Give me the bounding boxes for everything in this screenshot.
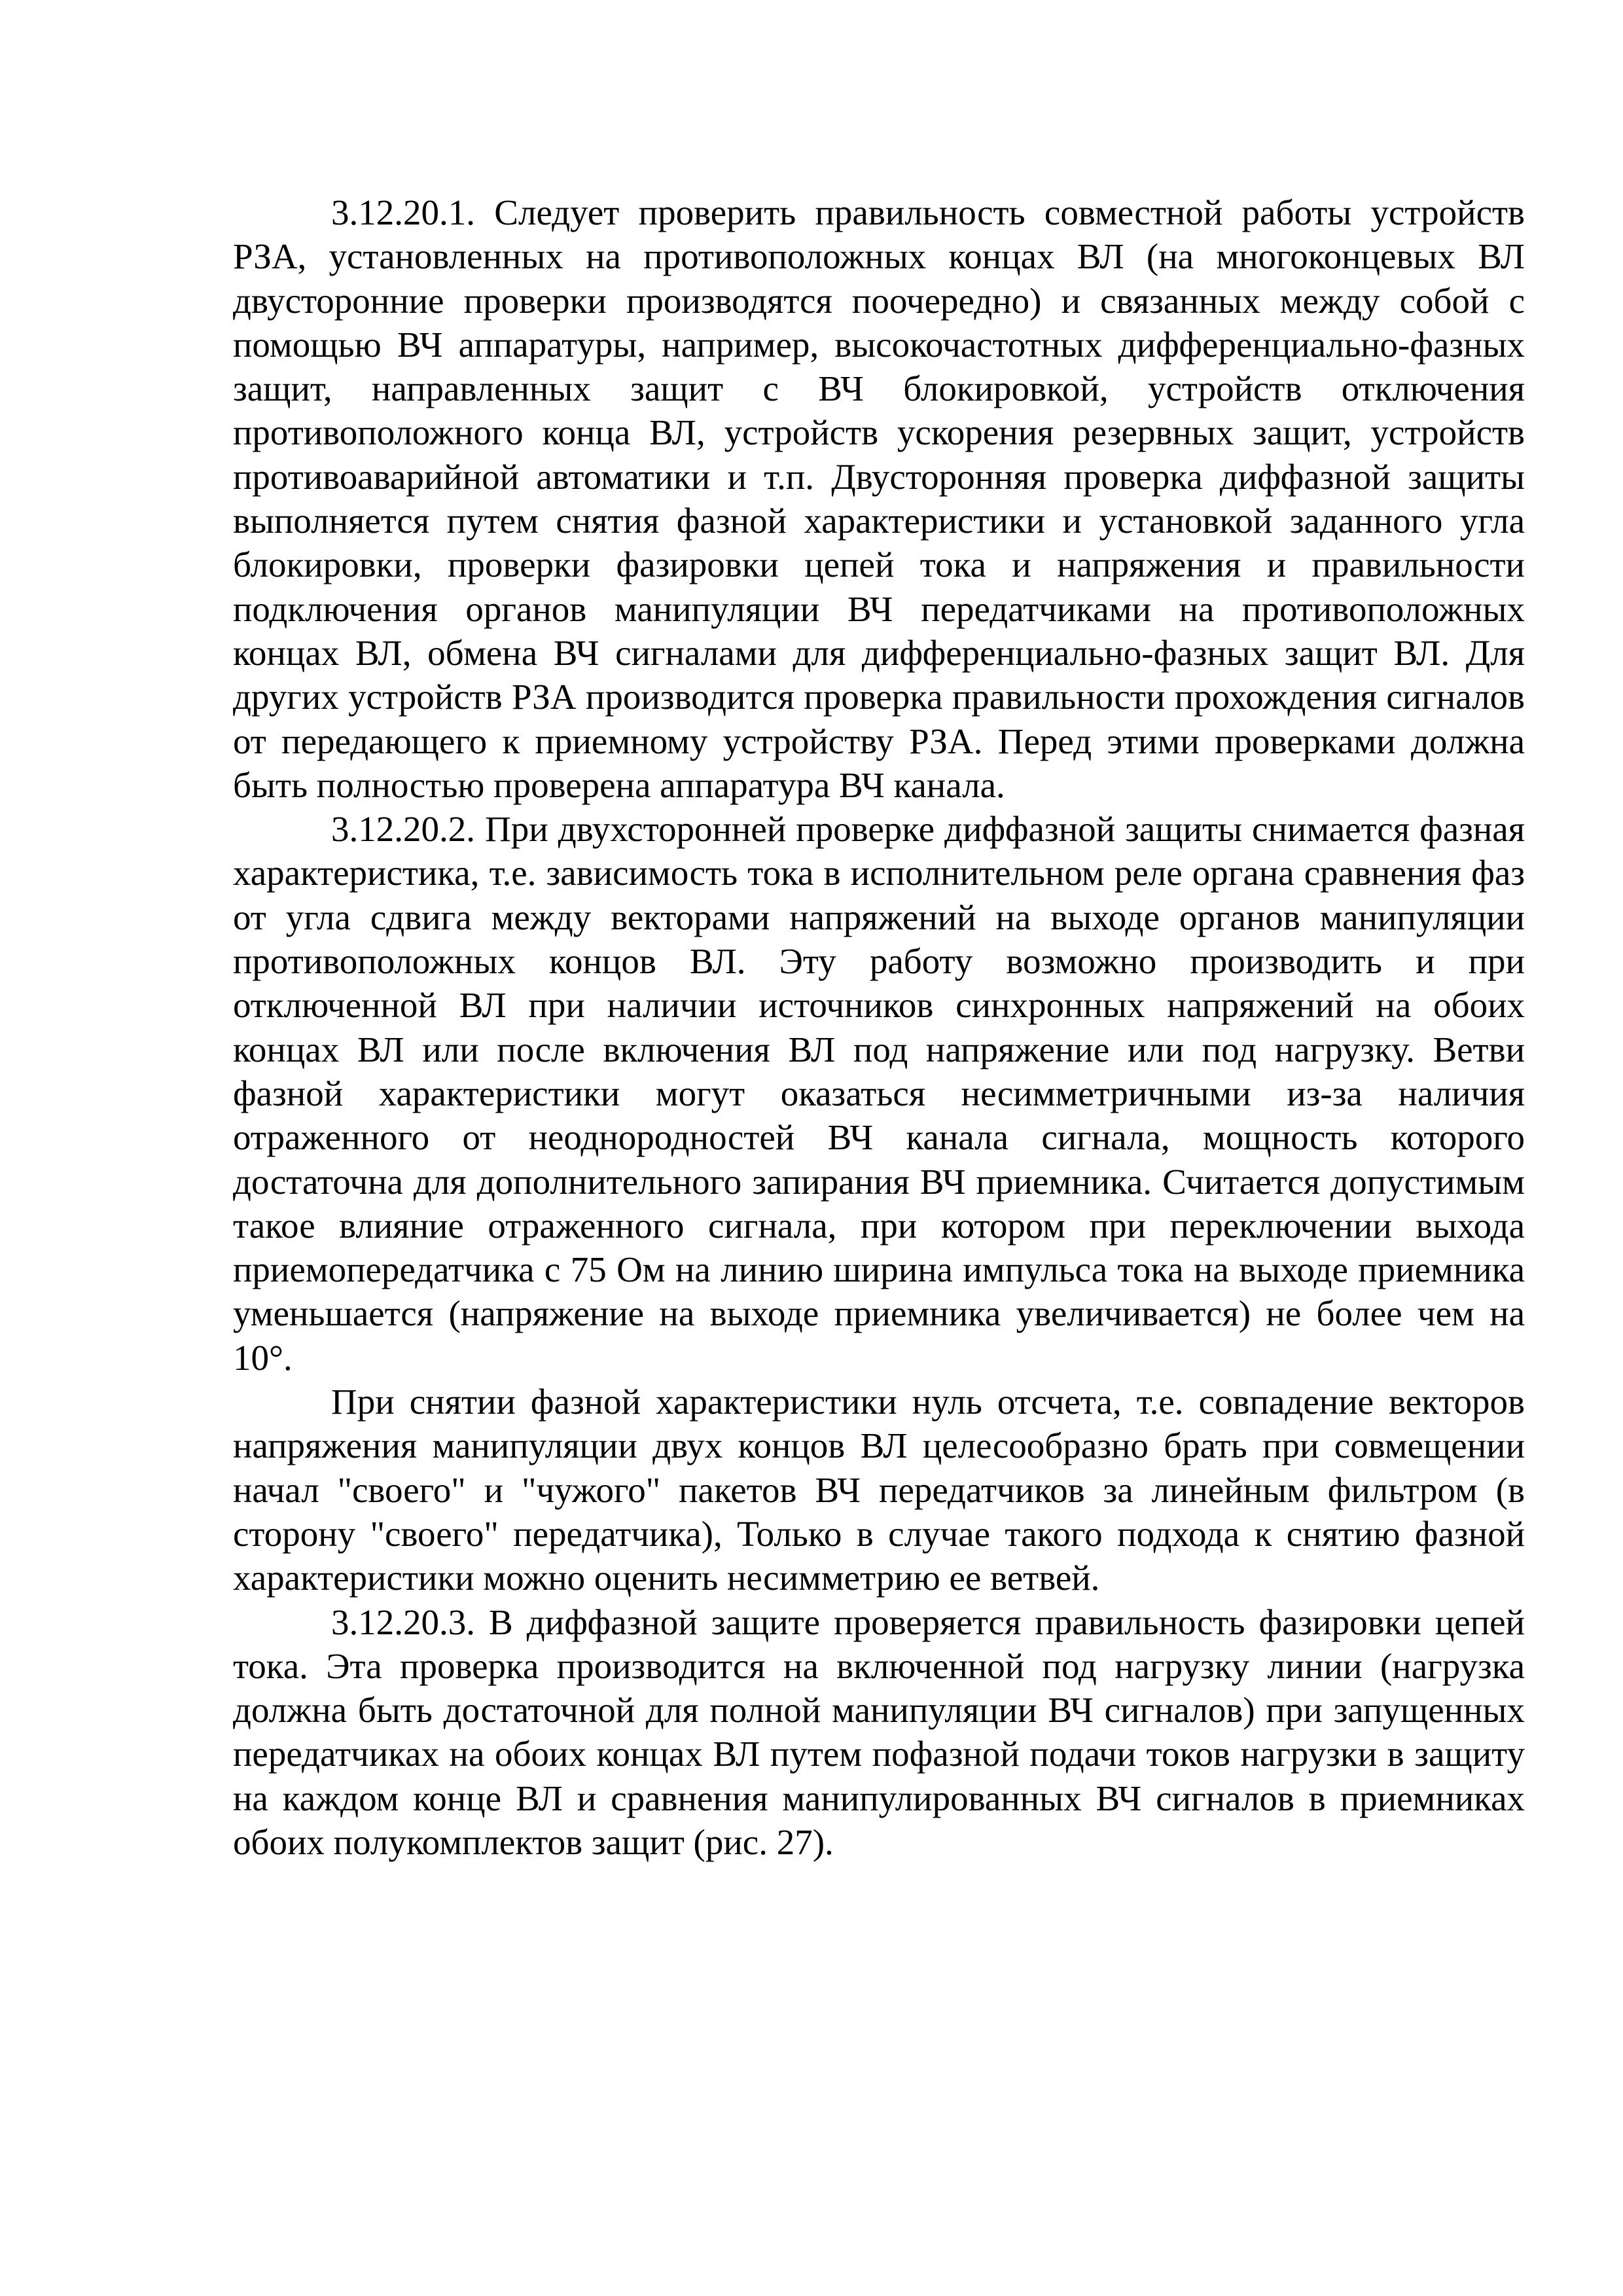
- paragraph-3-12-20-1: 3.12.20.1. Следует проверить правильность совместной работы устройств РЗА, установленных на противоположных концах ВЛ (на многоконцевых ВЛ двусторонние проверки производятся поочередно) и связанных между собой с помощью ВЧ аппаратуры, например, высокочастотных дифференциально-фазных защит, направленных защит с ВЧ блокировкой, устройств отключения противоположного конца ВЛ, устройств ускорения резервных защит, устройств противоаварийной автоматики и т.п. Двусторонняя проверка диффазной защиты выполняется путем снятия фазной характеристики и установкой заданного угла блокировки, проверки фазировки цепей тока и напряжения и правильности подключения органов манипуляции ВЧ передатчиками на противоположных концах ВЛ, обмена ВЧ сигналами для дифференциально-фазных защит ВЛ. Для других устройств РЗА производится проверка правильности прохождения сигналов от передающего к приемному устройству РЗА. Перед этими проверками должна быть полностью проверена аппаратура ВЧ канала.: [233, 192, 1525, 805]
- paragraph-3-12-20-3: 3.12.20.3. В диффазной защите проверяется правильность фазировки цепей тока. Эта проверка производится на включенной под нагрузку линии (нагрузка должна быть достаточной для полной манипуляции ВЧ сигналов) при запущенных передатчиках на обоих концах ВЛ путем пофазной подачи токов нагрузки в защиту на каждом конце ВЛ и сравнения манипулированных ВЧ сигналов в приемниках обоих полукомплектов защит (рис. 27).: [233, 1602, 1525, 1862]
- body-text: [233, 190, 1525, 1864]
- paragraph-3-12-20-2: 3.12.20.2. При двухсторонней проверке диффазной защиты снимается фазная характеристика, т.е. зависимость тока в исполнительном реле органа сравнения фаз от угла сдвига между векторами напряжений на выходе органов манипуляции противоположных концов ВЛ. Эту работу возможно производить и при отключенной ВЛ при наличии источников синхронных напряжений на обоих концах ВЛ или после включения ВЛ под напряжение или под нагрузку. Ветви фазной характеристики могут оказаться несимметричными из-за наличия отраженного от неоднородностей ВЧ канала сигнала, мощность которого достаточна для дополнительного запирания ВЧ приемника. Считается допустимым такое влияние отраженного сигнала, при котором при переключении выхода приемопередатчика с 75 Ом на линию ширина импульса тока на выходе приемника уменьшается (напряжение на выходе приемника увеличивается) не более чем на 10°.: [233, 809, 1525, 1378]
- paragraph-phase-characteristic-zero: При снятии фазной характеристики нуль отсчета, т.е. совпадение векторов напряжения манипуляции двух концов ВЛ целесообразно брать при совмещении начал "своего" и "чужого" пакетов ВЧ передатчиков за линейным фильтром (в сторону "своего" передатчика), Только в случае такого подхода к снятию фазной характеристики можно оценить несимметрию ее ветвей.: [233, 1382, 1525, 1598]
